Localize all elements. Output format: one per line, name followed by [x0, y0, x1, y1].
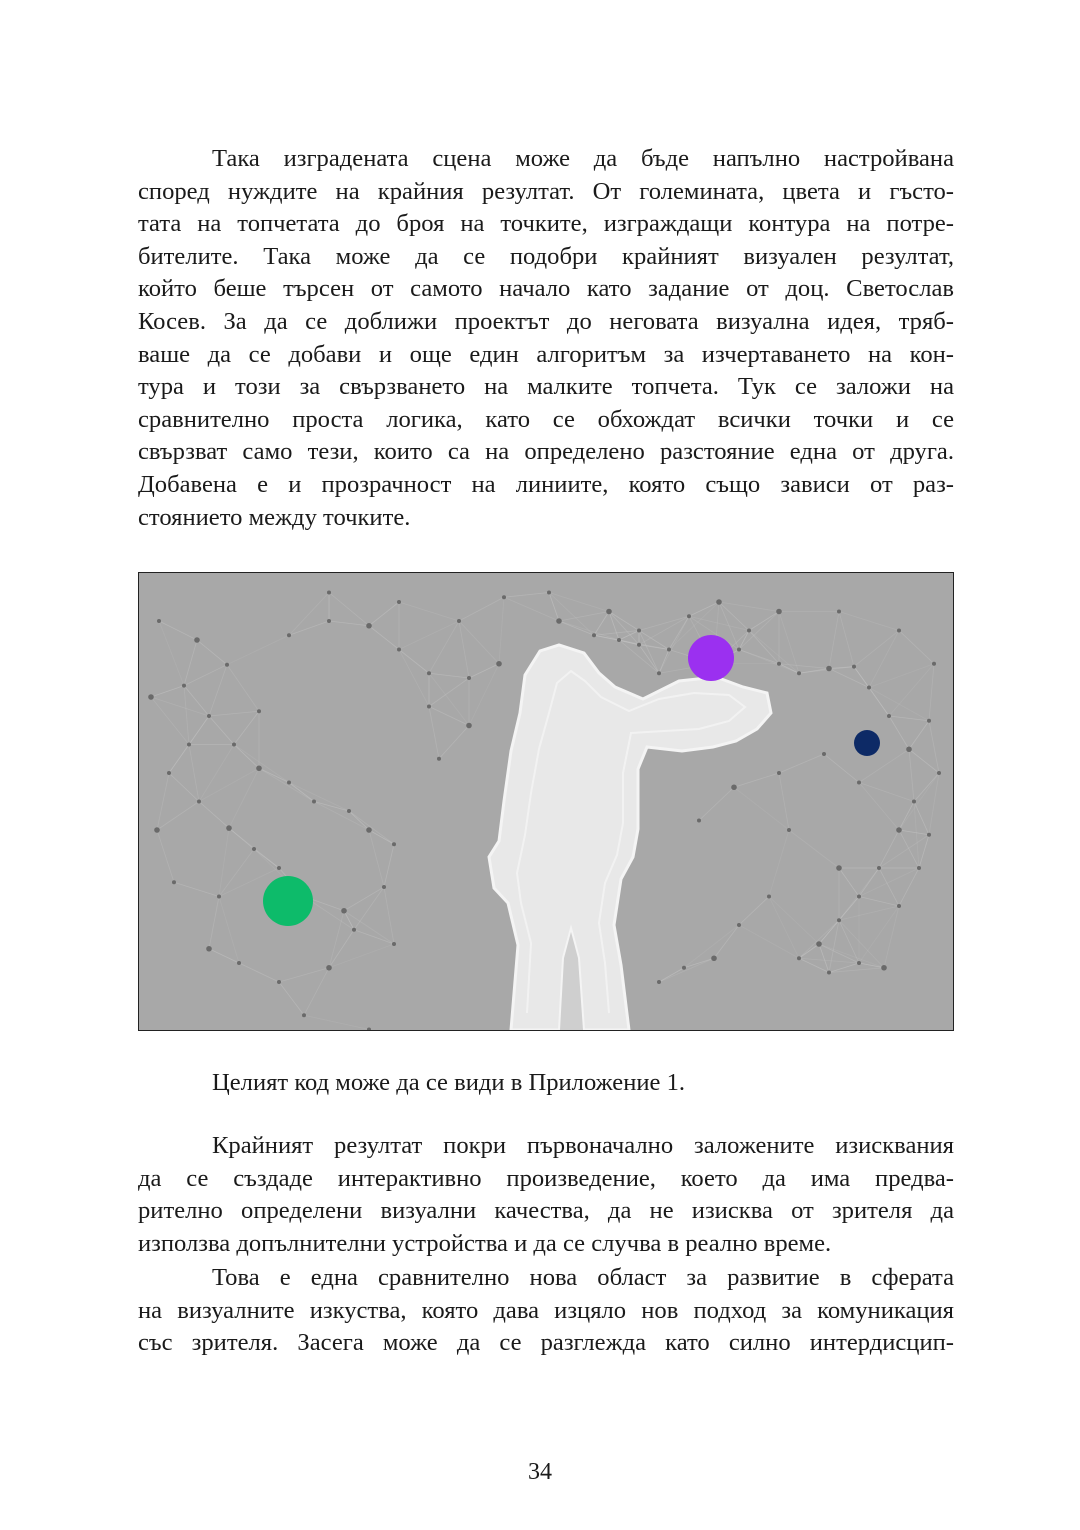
- text-line: стоянието между точките.: [138, 503, 411, 531]
- network-node: [287, 781, 291, 785]
- network-node: [881, 965, 887, 971]
- network-node: [252, 847, 256, 851]
- network-node: [852, 665, 856, 669]
- text-line: да се създаде интерактивно произведение, което да има предва-: [138, 1164, 954, 1192]
- paragraph-final-result: [138, 1130, 954, 1260]
- network-node: [347, 809, 351, 813]
- network-node: [182, 684, 186, 688]
- network-node: [312, 800, 316, 804]
- network-node: [787, 828, 791, 832]
- text-line: тура и този за свързването на малките топчета. Тук се заложи на: [138, 373, 954, 401]
- network-node: [767, 895, 771, 899]
- text-line: ваше да се добави и още един алгоритъм за изчертаването на кон-: [138, 340, 954, 368]
- network-node: [896, 827, 902, 833]
- network-node: [366, 827, 372, 833]
- network-node: [837, 918, 841, 922]
- network-node: [427, 705, 431, 709]
- network-node: [148, 694, 154, 700]
- network-node: [617, 638, 621, 642]
- network-node: [637, 643, 641, 647]
- network-node: [397, 600, 401, 604]
- network-node: [466, 723, 472, 729]
- text-line: Косев. За да се доближи проектът до неговата визуална идея, тряб-: [138, 307, 954, 335]
- text-line: бителите. Така може да се подобри крайният визуален резултат,: [138, 242, 954, 270]
- network-node: [697, 819, 701, 823]
- network-node: [427, 671, 431, 675]
- network-node: [397, 648, 401, 652]
- network-node: [556, 618, 562, 624]
- network-node: [194, 637, 200, 643]
- network-node: [906, 746, 912, 752]
- network-node: [392, 942, 396, 946]
- network-node: [167, 771, 171, 775]
- network-node: [937, 771, 941, 775]
- paragraph-new-field: [138, 1262, 954, 1360]
- text-line: сравнително проста логика, като се обхождат всички точки и се: [138, 405, 954, 433]
- network-node: [917, 866, 921, 870]
- text-line: който беше търсен от самото начало като задание от доц. Светослав: [138, 275, 954, 303]
- network-node: [256, 765, 262, 771]
- network-node: [287, 633, 291, 637]
- network-node: [154, 827, 160, 833]
- network-node: [392, 842, 396, 846]
- text-line: Добавена е и прозрачност на линиите, която също зависи от раз-: [138, 470, 954, 498]
- network-node: [257, 709, 261, 713]
- network-node: [637, 629, 641, 633]
- page-number: 34: [528, 1459, 552, 1485]
- network-node: [457, 619, 461, 623]
- paragraph-scene-configuration: [138, 143, 954, 534]
- text-line: със зрителя. Засега може да се разглежда като силно интердисцип-: [138, 1329, 954, 1357]
- green-ball: [263, 876, 313, 926]
- network-node: [327, 591, 331, 595]
- network-node: [606, 609, 612, 615]
- text-line: тата на топчетата до броя на точките, изграждащи контура на потре-: [138, 210, 954, 238]
- network-node: [716, 599, 722, 605]
- text-line: на визуалните изкуства, която дава изцяло нов подход за комуникация: [138, 1296, 954, 1324]
- text-line: според нуждите на крайния резултат. От големината, цвета и гъсто-: [138, 177, 954, 205]
- paragraph-appendix-reference: [138, 1067, 954, 1100]
- network-node: [226, 825, 232, 831]
- network-node: [777, 771, 781, 775]
- network-node: [927, 719, 931, 723]
- network-node: [206, 946, 212, 952]
- network-node: [277, 980, 281, 984]
- network-node: [877, 866, 881, 870]
- navy-ball: [854, 730, 880, 756]
- network-node: [776, 609, 782, 615]
- network-node: [912, 800, 916, 804]
- network-node: [172, 880, 176, 884]
- network-node: [887, 714, 891, 718]
- network-node: [822, 752, 826, 756]
- network-node: [217, 895, 221, 899]
- network-node: [797, 671, 801, 675]
- network-node: [352, 928, 356, 932]
- scene-screenshot-figure: [138, 572, 954, 1031]
- network-node: [187, 743, 191, 747]
- network-node: [277, 866, 281, 870]
- network-node: [502, 595, 506, 599]
- network-node: [667, 648, 671, 652]
- network-node: [225, 663, 229, 667]
- network-node: [687, 614, 691, 618]
- text-line: Целият код може да се види в Приложение 1.: [212, 1069, 686, 1096]
- network-node: [302, 1013, 306, 1017]
- network-node: [836, 865, 842, 871]
- network-node: [682, 966, 686, 970]
- network-node: [797, 956, 801, 960]
- network-node: [197, 800, 201, 804]
- network-node: [857, 781, 861, 785]
- text-line: използва допълнителни устройства и да се случва в реално време.: [138, 1229, 832, 1257]
- purple-ball: [688, 635, 734, 681]
- network-node: [711, 955, 717, 961]
- scene-illustration: [139, 573, 953, 1030]
- network-node: [897, 904, 901, 908]
- text-line: Това е една сравнително нова област за развитие в сферата: [212, 1264, 954, 1291]
- network-node: [326, 965, 332, 971]
- network-node: [341, 908, 347, 914]
- network-node: [777, 662, 781, 666]
- network-node: [327, 619, 331, 623]
- network-node: [826, 666, 832, 672]
- network-node: [816, 941, 822, 947]
- network-node: [927, 833, 931, 837]
- network-node: [747, 629, 751, 633]
- text-line: рително определени визуални качества, да не изисква от зрителя да: [138, 1197, 954, 1225]
- network-node: [657, 980, 661, 984]
- network-node: [232, 743, 236, 747]
- network-node: [737, 648, 741, 652]
- network-node: [366, 623, 372, 629]
- network-node: [237, 961, 241, 965]
- network-node: [437, 757, 441, 761]
- network-node: [857, 961, 861, 965]
- network-node: [496, 661, 502, 667]
- text-line: свързват само тези, които са на определено разстояние една от друга.: [138, 438, 954, 466]
- network-node: [382, 885, 386, 889]
- network-node: [827, 971, 831, 975]
- network-node: [737, 923, 741, 927]
- network-node: [467, 676, 471, 680]
- text-line: Крайният резултат покри първоначално заложените изисквания: [212, 1132, 954, 1159]
- network-node: [731, 784, 737, 790]
- network-node: [837, 610, 841, 614]
- network-node: [592, 633, 596, 637]
- network-node: [207, 714, 211, 718]
- network-node: [857, 895, 861, 899]
- text-line: Така изградената сцена може да бъде напълно настройвана: [212, 145, 954, 172]
- network-node: [867, 686, 871, 690]
- network-node: [932, 662, 936, 666]
- network-node: [157, 619, 161, 623]
- network-node: [897, 629, 901, 633]
- network-node: [547, 591, 551, 595]
- network-node: [657, 671, 661, 675]
